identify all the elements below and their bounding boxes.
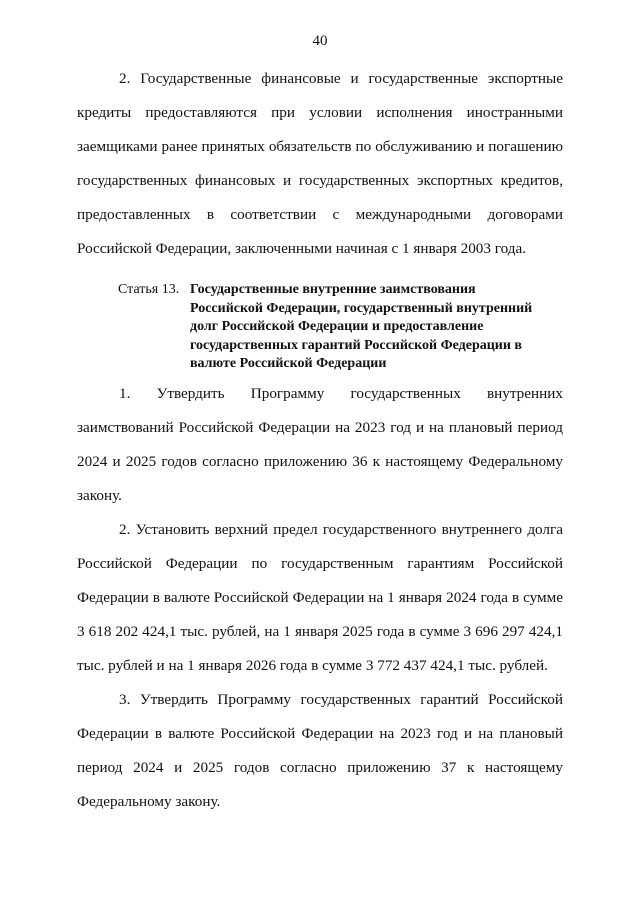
page-number: 40 xyxy=(312,33,328,49)
article-title xyxy=(190,281,563,374)
article-title-line: долг Российской Федерации и предоставление xyxy=(190,319,484,335)
paragraph-guarantees-program: 3. Утвердить Программу государственных гарантий Российской Федерации в валюте Российской Федерации на 2023 год и на плановый период 2024 и 2025 годов согласно приложению 37 к настоящему Федеральному закону. xyxy=(77,691,563,810)
paragraph-borrowing-program: 1. Утвердить Программу государственных внутренних заимствований Российской Федерации на 2023 год и на плановый период 2024 и 2025 годов согласно приложению 36 к настоящему Федеральному закону. xyxy=(77,385,563,504)
article-title-line: государственных гарантий Российской Федерации в xyxy=(190,337,522,353)
article-title-line: Российской Федерации, государственный внутренний xyxy=(190,300,533,316)
article-number: Статья 13. xyxy=(118,282,180,297)
article-title-line: Государственные внутренние заимствования xyxy=(190,282,476,297)
article-heading xyxy=(118,281,563,374)
article-title-line: валюте Российской Федерации xyxy=(190,356,387,372)
paragraph-credits-conditions: 2. Государственные финансовые и государственные экспортные кредиты предоставляются при условии исполнения иностранными заемщиками ранее принятых обязательств по обслуживанию и погашению государственных финансовых и государственных экспортных кредитов, предоставленных в соответствии с международными договорами Российской Федерации, заключенными начиная с 1 января 2003 года. xyxy=(77,70,563,257)
paragraph-debt-limit: 2. Установить верхний предел государственного внутреннего долга Российской Федерации по государственным гарантиям Российской Федерации в валюте Российской Федерации на 1 января 2024 года в сумме 3 618 202 424,1 тыс. рублей, на 1 января 2025 года в сумме 3 696 297 424,1 тыс. рублей и на 1 января 2026 года в сумме 3 772 437 424,1 тыс. рублей. xyxy=(77,521,563,674)
